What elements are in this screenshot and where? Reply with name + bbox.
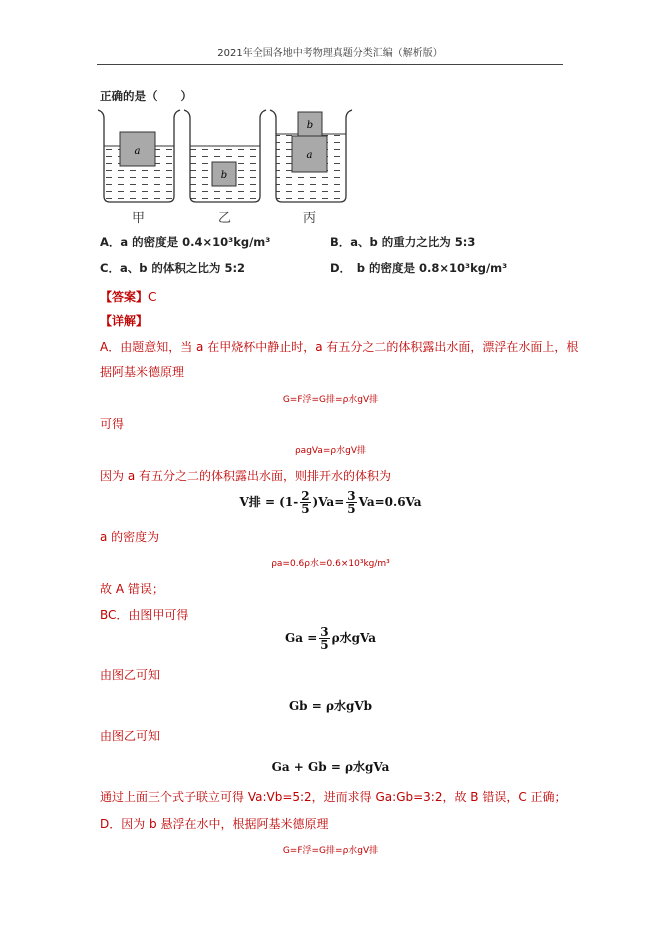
detail-p6: BC．由图甲可得	[100, 608, 189, 622]
detail-p4: a 的密度为	[100, 530, 160, 544]
detail-p9: 通过上面三个式子联立可得 Va:Vb=5:2，进而求得 Ga:Gb=3:2，故 B 错误，C 正确；	[100, 790, 567, 804]
label-jia: 甲	[132, 211, 146, 226]
equation-6: Gb = ρ水gVb	[288, 699, 373, 713]
detail-p5: 故 A 错误；	[100, 582, 164, 596]
detail-p8: 由图乙可知	[100, 729, 161, 743]
detail-p1-line1: A．由题意知，当 a 在甲烧杯中静止时，a 有五分之二的体积露出水面，漂浮在水面上，根	[100, 340, 579, 354]
equation-5: Ga = $\frac{3}{5}$ ρ水gVa	[285, 625, 376, 652]
equation-2: ρagVa=ρ水gV排	[294, 446, 367, 456]
equation-1: G=F浮=G排=ρ水gV排	[282, 395, 379, 405]
svg-text:a: a	[306, 150, 313, 161]
beakers-figure	[92, 104, 354, 224]
beaker-bing	[270, 110, 352, 202]
detail-p2: 可得	[100, 417, 125, 431]
detail-label: 【详解】	[100, 314, 149, 328]
option-d: D． b 的密度是 0.8×10³kg/m³	[330, 261, 508, 275]
block-b-label: b	[220, 170, 228, 181]
answer-value: C	[148, 290, 157, 304]
equation-4: ρa=0.6ρ水=0.6×10³kg/m³	[271, 559, 390, 569]
detail-p1-line2: 据阿基米德原理	[100, 365, 185, 379]
page-header: 2021年全国各地中考物理真题分类汇编（解析版）	[97, 44, 563, 65]
block-a-label: a	[134, 146, 141, 157]
beaker-yi	[184, 110, 266, 202]
detail-p7: 由图乙可知	[100, 668, 161, 682]
beaker-jia	[98, 110, 180, 202]
label-bing: 丙	[303, 211, 317, 226]
option-a: A．a 的密度是 0.4×10³kg/m³	[100, 235, 271, 249]
option-b: B．a、b 的重力之比为 5:3	[330, 235, 476, 249]
option-c: C．a、b 的体积之比为 5:2	[100, 261, 246, 275]
answer-label: 【答案】	[100, 290, 149, 304]
label-yi: 乙	[218, 211, 232, 226]
svg-text:b: b	[306, 120, 314, 131]
detail-p3: 因为 a 有五分之二的体积露出水面，则排开水的体积为	[100, 469, 391, 483]
equation-3: V排 = (1- $\frac{2}{5}$ )Va= $\frac{3}{5}$ Va=0.6Va	[239, 489, 422, 516]
answer-line	[100, 286, 156, 305]
question-stem: 正确的是（ ）	[100, 89, 192, 103]
detail-p10: D．因为 b 悬浮在水中，根据阿基米德原理	[100, 817, 329, 831]
equation-7: Ga + Gb = ρ水gVa	[271, 760, 390, 774]
equation-8: G=F浮=G排=ρ水gV排	[282, 846, 379, 856]
